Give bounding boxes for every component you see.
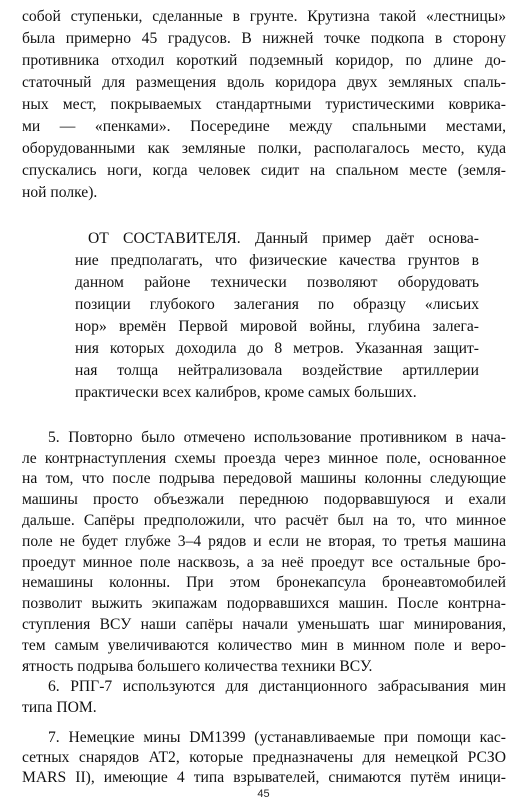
text-line: тем самым увеличиваются количество мин в минном поле и веро- bbox=[22, 636, 506, 654]
text-line: дальше. Сапёры предположили, что расчёт был на то, что минное bbox=[22, 512, 506, 529]
text-line: спускались ноги, когда человек сидит на спальном месте (земля- bbox=[22, 162, 506, 179]
text-line: MARS II), имеющие 4 типа взрывателей, снимаются путём иници- bbox=[22, 769, 506, 786]
text-line: оборудованными как земляные полки, располагалось место, куда bbox=[22, 140, 506, 157]
text-line: машины просто объезжали переднюю подорвавшуюся и ехали bbox=[22, 491, 506, 509]
text-line: ных мест, покрываемых стандартными туристическими коврика- bbox=[22, 96, 506, 113]
text-line: противника отходил короткий подземный коридор, по длине до- bbox=[22, 52, 506, 69]
text-line: типа ПОМ. bbox=[22, 699, 97, 717]
text-line: ние предполагать, что физические качества грунтов в bbox=[75, 252, 479, 269]
text-line: ятность подрыва большего количества техники ВСУ. bbox=[22, 657, 373, 675]
text-line: собой ступеньки, сделанные в грунте. Крутизна такой «лестницы» bbox=[22, 8, 506, 25]
text-line: 6. РПГ-7 используются для дистанционного забрасывания мин bbox=[48, 678, 506, 696]
text-line: позволит выжить экипажам подорвавшихся машин. После контрна- bbox=[22, 595, 506, 613]
text-line: нор» времён Первой мировой войны, глубина залега- bbox=[75, 318, 479, 335]
text-line: ОТ СОСТАВИТЕЛЯ. Данный пример даёт основа- bbox=[88, 230, 479, 247]
text-line: 5. Повторно было отмечено использование противником в нача- bbox=[48, 428, 506, 446]
text-line: ная толща нейтрализовала воздействие артиллерии bbox=[75, 362, 479, 379]
text-line: была примерно 45 градусов. В нижней точке подкопа в сторону bbox=[22, 30, 506, 47]
text-line: на том, что после подрыва передовой машины колонны следующие bbox=[22, 470, 506, 488]
text-line: сетных снарядов АТ2, которые предназначены для немецкой РСЗО bbox=[22, 749, 506, 766]
text-line: ступления ВСУ наши сапёры начали уменьшать шаг минирования, bbox=[22, 616, 506, 633]
page-number: 45 bbox=[257, 788, 270, 800]
text-line: данном районе технически позволяют оборудовать bbox=[75, 274, 479, 291]
text-line: 7. Немецкие мины DM1399 (устанавливаемые при помощи кас- bbox=[48, 729, 506, 746]
text-line: проедут минное поле насквозь, а за неё проедут все остальные бро- bbox=[22, 553, 506, 571]
text-line: статочный для размещения вдоль коридора двух земляных спаль- bbox=[22, 74, 506, 91]
text-line: позиции глубокого залегания по образцу «лисьих bbox=[75, 296, 479, 313]
text-line: практически всех калибров, кроме самых больших. bbox=[75, 384, 417, 401]
text-line: немашины колонны. При этом бронекапсула бронеавтомобилей bbox=[22, 574, 506, 592]
text-line: ми — «пенками». Посередине между спальными местами, bbox=[22, 118, 506, 135]
text-line: ной полке). bbox=[22, 184, 98, 201]
text-line: ния которых доходила до 8 метров. Указанная защит- bbox=[75, 340, 479, 357]
text-line: поле не будет глубже 3–4 рядов и если не вторая, то третья машина bbox=[22, 532, 506, 550]
text-line: ле контрнаступления схемы проезда через минное поле, основанное bbox=[22, 449, 506, 467]
